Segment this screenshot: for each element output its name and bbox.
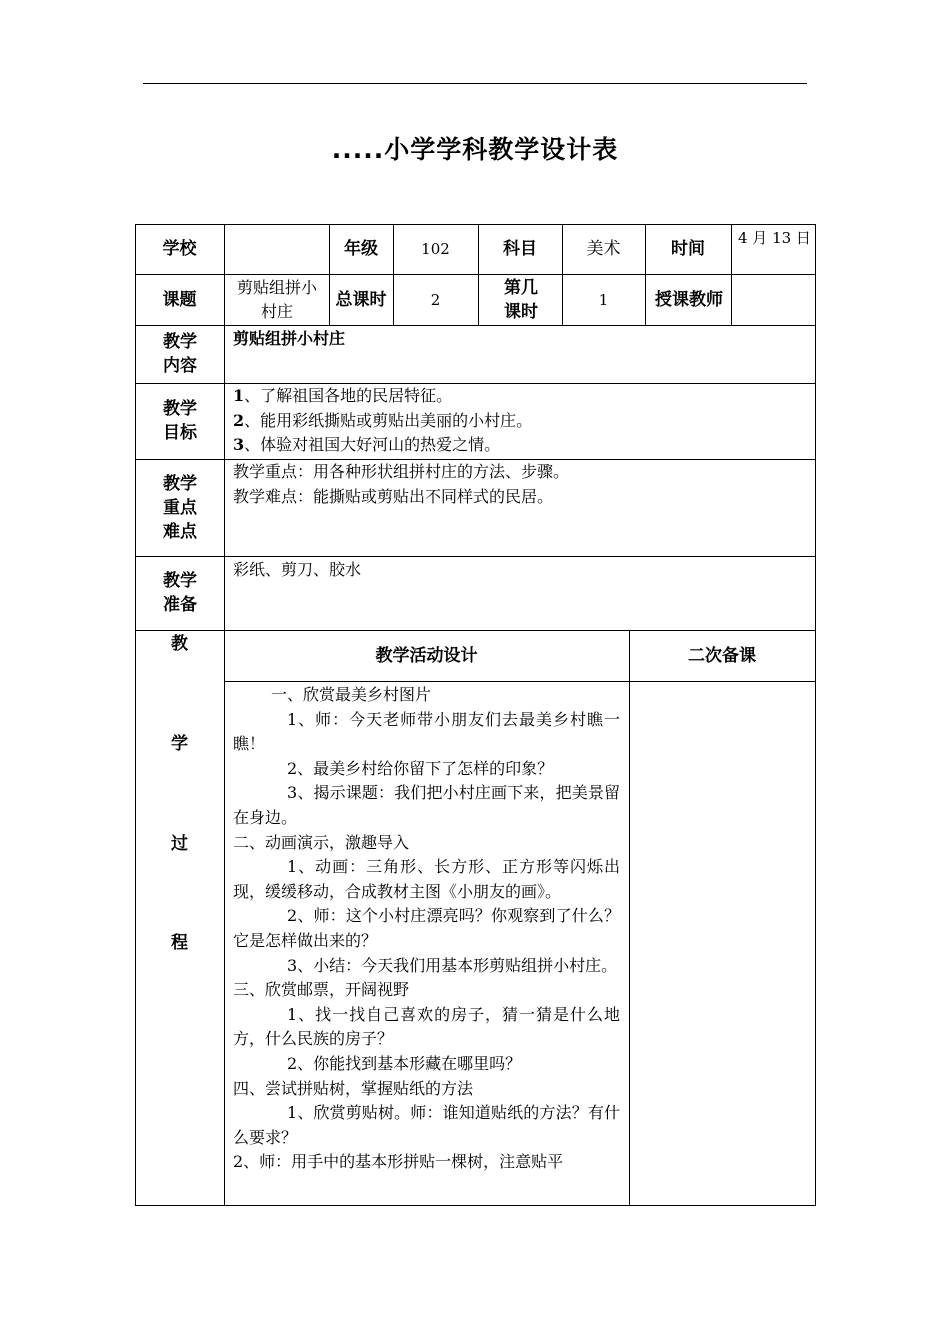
process-char-3: 过: [171, 834, 188, 854]
school-label: 学校: [162, 239, 197, 259]
topic-label: 课题: [162, 289, 197, 310]
activity-line: 1、师：今天老师带小朋友们去最美乡村瞧一瞧！: [233, 709, 620, 754]
activity-line: 3、揭示课题：我们把小村庄画下来，把美景留在身边。: [233, 783, 620, 827]
goal-item: 2、能用彩纸撕贴或剪贴出美丽的小村庄。: [233, 410, 533, 430]
document-title: .....小学学科教学设计表: [331, 135, 619, 164]
teacher-value: [731, 274, 815, 325]
lesson-number-label: 第几课时: [504, 277, 538, 322]
teacher-label: 授课教师: [655, 289, 723, 310]
activity-line: 1、动画：三角形、长方形、正方形等闪烁出现，缓缓移动，合成教材主图《小朋友的画》。: [233, 857, 620, 901]
activity-line: 2、师：这个小村庄漂亮吗？你观察到了什么？它是怎样做出来的？: [233, 906, 620, 950]
process-char-4: 程: [171, 933, 188, 953]
activity-line: 1、找一找自己喜欢的房子，猜一猜是什么地方，什么民族的房子？: [233, 1004, 620, 1049]
preparation-value: 彩纸、剪刀、胶水: [233, 560, 362, 579]
content-label: 教学内容: [163, 332, 197, 376]
activity-line: 三、欣赏邮票，开阔视野: [233, 980, 410, 1000]
keypoints-text: [233, 460, 803, 509]
goals-label: 教学目标: [163, 399, 197, 443]
activity-line: 四、尝试拼贴树，掌握贴纸的方法: [233, 1078, 474, 1098]
grade-value: 102: [421, 240, 450, 258]
grade-label: 年级: [344, 239, 378, 259]
key-point-line: 教学重点：用各种形状组拼村庄的方法、步骤。: [233, 462, 570, 481]
time-value: 4 月 13 日: [738, 229, 811, 247]
goals-list: [233, 384, 803, 458]
second-prep-header: 二次备课: [688, 645, 756, 666]
school-value: [224, 224, 329, 274]
activity-line: 1、欣赏剪贴树。师：谁知道贴纸的方法？有什么要求？: [233, 1103, 620, 1147]
time-label: 时间: [671, 239, 705, 259]
activity-design-body: [225, 683, 628, 1204]
activity-line: 二、动画演示，激趣导入: [233, 832, 410, 852]
activity-line: 2、你能找到基本形藏在哪里吗？: [287, 1053, 522, 1073]
goal-item: 1、了解祖国各地的民居特征。: [233, 386, 453, 405]
process-char-1: 教: [171, 634, 188, 654]
process-char-2: 学: [171, 734, 188, 754]
subject-value: 美术: [586, 239, 621, 259]
goal-item: 3、体验对祖国大好河山的热爱之情。: [233, 435, 501, 454]
lesson-number-value: 1: [598, 290, 609, 309]
preparation-label: 教学准备: [163, 571, 197, 615]
topic-value: 剪贴组拼小村庄: [236, 277, 317, 321]
activity-line: 2、最美乡村给你留下了怎样的印象？: [287, 758, 554, 778]
second-prep-body: [630, 682, 815, 1205]
keypoints-label: 教学重点难点: [163, 473, 197, 542]
difficulty-line: 教学难点：能撕贴或剪贴出不同样式的民居。: [233, 486, 554, 506]
total-hours-value: 2: [430, 290, 441, 309]
total-hours-label: 总课时: [335, 289, 387, 310]
activity-line: 2、师：用手中的基本形拼贴一棵树，注意贴平: [233, 1152, 564, 1172]
activity-line: 3、小结：今天我们用基本形剪贴组拼小村庄。: [287, 955, 618, 975]
header-rule: [143, 83, 807, 84]
subject-label: 科目: [503, 239, 537, 259]
activity-design-header: 教学活动设计: [375, 645, 478, 666]
activity-line: 一、欣赏最美乡村图片: [271, 685, 432, 704]
content-value: 剪贴组拼小村庄: [233, 329, 346, 348]
